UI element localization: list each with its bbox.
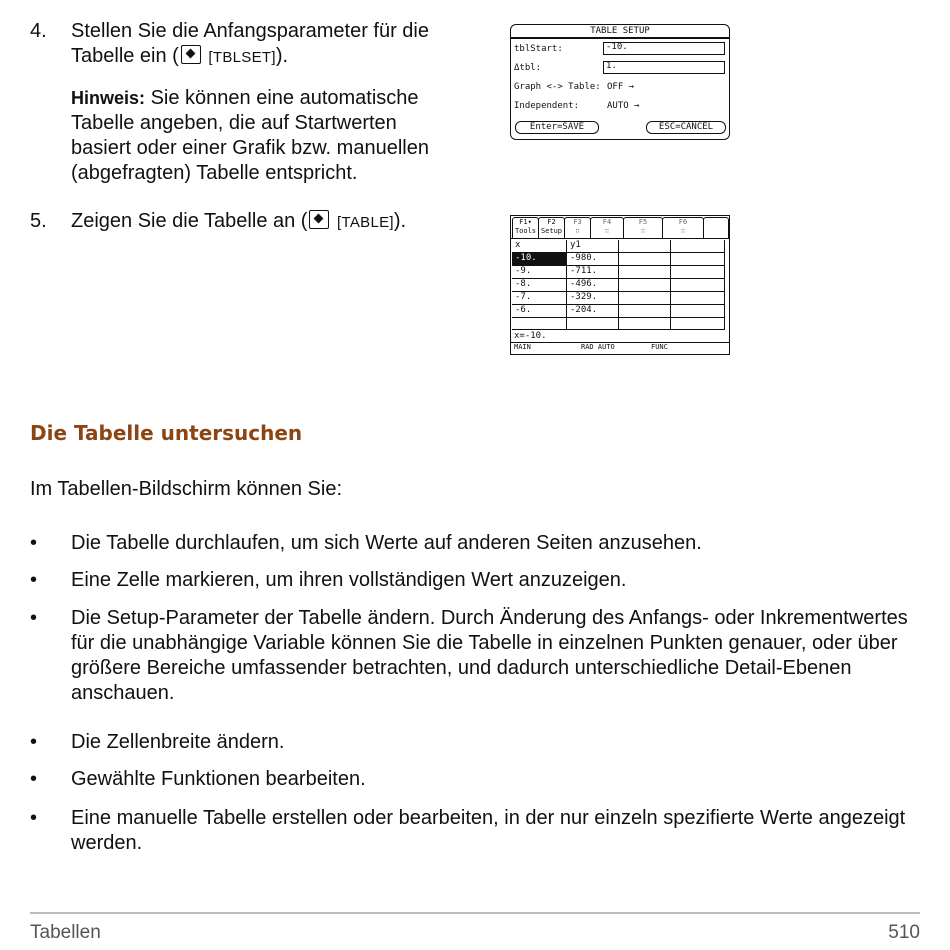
setup-row: Graph <-> Table: <box>514 82 601 92</box>
bullet-icon: • <box>30 768 38 790</box>
table-cell[interactable]: -329. <box>570 292 598 302</box>
toolbar <box>511 216 729 238</box>
table-cell[interactable]: -9. <box>515 266 532 276</box>
status-bar <box>511 343 729 353</box>
toolbar-tab[interactable]: F1▾ Tools <box>512 217 539 238</box>
setup-row: Independent: <box>514 101 580 111</box>
dialog-title: TABLE SETUP <box>511 27 729 38</box>
table-cell[interactable]: -204. <box>570 305 598 315</box>
bullet-icon: • <box>30 569 38 591</box>
tblstart-field[interactable]: -10. <box>603 42 725 55</box>
table-cell[interactable]: -980. <box>570 253 598 263</box>
note-label: Hinweis: <box>71 88 146 108</box>
key-name: [TBLSET] <box>208 49 276 66</box>
independent-select[interactable]: AUTO → <box>607 101 640 111</box>
toolbar-tab[interactable]: F2 Setup <box>538 217 565 238</box>
footer-chapter: Tabellen <box>30 922 101 943</box>
diamond-key-icon <box>181 45 201 64</box>
data-table <box>512 240 725 330</box>
toolbar-tab[interactable]: F6 ∷ <box>662 217 704 238</box>
column-header: x <box>515 240 521 250</box>
toolbar-tab[interactable]: F4 ∷ <box>590 217 624 238</box>
key-name: [TABLE] <box>337 214 394 231</box>
table-cell[interactable]: -496. <box>570 279 598 289</box>
cancel-button[interactable]: ESC=CANCEL <box>646 121 726 134</box>
save-button[interactable]: Enter=SAVE <box>515 121 599 134</box>
bullet-icon: • <box>30 607 38 629</box>
step-text: Stellen Sie die Anfangsparameter für die <box>71 20 429 42</box>
step-number: 4. <box>30 20 47 42</box>
note: Hinweis: Sie können eine automatische Tabelle angeben, die auf Startwerten basiert oder einer Grafik bzw. manuellen (abgefragten) Tabelle entspricht. <box>71 87 429 184</box>
table-cell[interactable]: -7. <box>515 292 532 302</box>
table-cell[interactable]: -8. <box>515 279 532 289</box>
table-row[interactable] <box>512 305 725 318</box>
table-setup-screenshot <box>510 24 730 140</box>
section-intro: Im Tabellen-Bildschirm können Sie: <box>30 478 343 500</box>
diamond-key-icon <box>309 210 329 229</box>
graph-table-select[interactable]: OFF → <box>607 82 635 92</box>
table-row[interactable] <box>512 279 725 292</box>
toolbar-tab[interactable]: F5 ∷ <box>623 217 663 238</box>
step-number: 5. <box>30 210 47 232</box>
toolbar-tab[interactable]: F3 ∷ <box>564 217 591 238</box>
footer-page-number: 510 <box>888 922 920 943</box>
column-header: y1 <box>570 240 581 250</box>
setup-row: Δtbl: <box>514 63 542 73</box>
section-heading: Die Tabelle untersuchen <box>30 421 303 445</box>
step-text: Tabelle ein ( [TBLSET]). <box>71 45 289 67</box>
bullet-icon: • <box>30 731 38 753</box>
footer-divider <box>30 912 920 914</box>
entry-line: x=-10. <box>514 331 547 341</box>
status-mode: MAIN <box>514 343 531 351</box>
bullet-icon: • <box>30 532 38 554</box>
table-row[interactable] <box>512 266 725 279</box>
table-cell[interactable]: -711. <box>570 266 598 276</box>
selected-cell[interactable]: -10. <box>512 253 566 265</box>
status-angle: RAD AUTO <box>581 343 615 351</box>
bullet-icon: • <box>30 807 38 829</box>
table-row[interactable] <box>512 292 725 305</box>
table-cell[interactable]: -6. <box>515 305 532 315</box>
table-screenshot <box>510 215 730 355</box>
step-text: Zeigen Sie die Tabelle an ( [TABLE]). <box>71 210 407 232</box>
deltatbl-field[interactable]: 1. <box>603 61 725 74</box>
table-row[interactable] <box>512 253 725 266</box>
setup-row: tblStart: <box>514 44 563 54</box>
status-graph: FUNC <box>651 343 668 351</box>
